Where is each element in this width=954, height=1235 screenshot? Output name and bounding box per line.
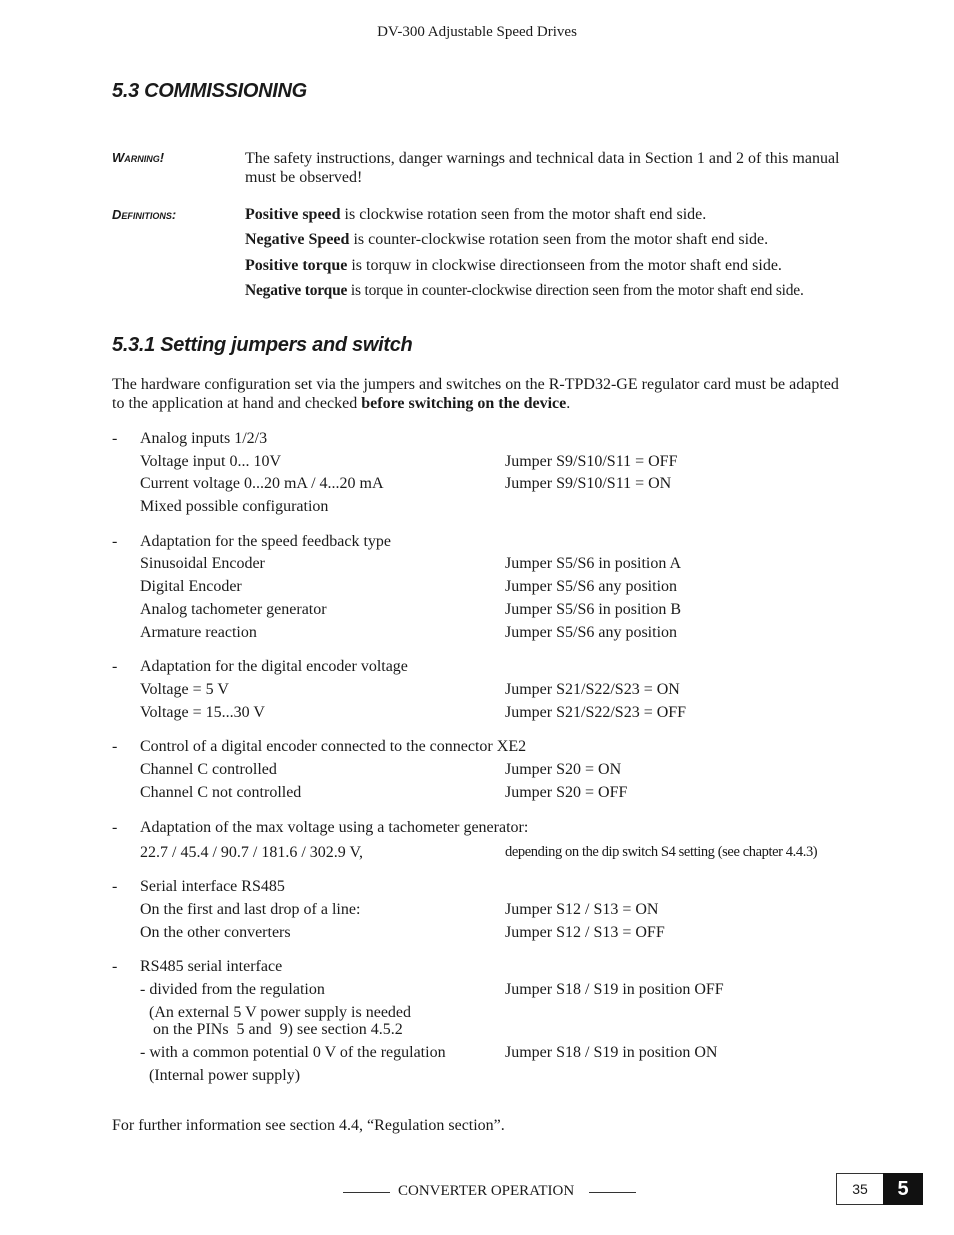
row-setting: Jumper S12 / S13 = OFF <box>505 924 665 941</box>
group-title-rs485: Serial interface RS485 <box>140 878 285 895</box>
group-title-xe2: Control of a digital encoder connected to the connector XE2 <box>140 738 527 755</box>
row-note: (Internal power supply) <box>149 1067 301 1084</box>
bullet-dash: - <box>112 533 118 550</box>
intro-line-2 <box>112 394 570 413</box>
definition-negative-speed <box>245 230 768 249</box>
row-setting: Jumper S12 / S13 = ON <box>505 901 659 918</box>
row-setting: Jumper S5/S6 any position <box>505 578 678 595</box>
row-setting: Jumper S5/S6 in position A <box>505 555 682 572</box>
definition-negative-torque <box>245 281 804 300</box>
definition-term: Negative Speed <box>245 231 350 248</box>
definitions-label: Definitions: <box>112 207 177 222</box>
row-label: 22.7 / 45.4 / 90.7 / 181.6 / 302.9 V, <box>140 844 363 861</box>
bullet-dash: - <box>112 430 118 447</box>
row-setting: Jumper S9/S10/S11 = ON <box>505 475 672 492</box>
running-header: DV-300 Adjustable Speed Drives <box>377 24 577 40</box>
row-setting: Jumper S21/S22/S23 = ON <box>505 681 680 698</box>
definition-text: is torque in counter-clockwise direction seen from the motor shaft end side. <box>347 282 804 299</box>
row-label: - with a common potential 0 V of the regulation <box>140 1044 446 1061</box>
footer-rule-left <box>343 1192 390 1193</box>
bullet-dash: - <box>112 958 118 975</box>
row-label: - divided from the regulation <box>140 981 325 998</box>
row-label: Armature reaction <box>140 624 257 641</box>
definition-term: Positive torque <box>245 257 348 274</box>
row-label: Mixed possible configuration <box>140 498 329 515</box>
row-label: Analog tachometer generator <box>140 601 327 618</box>
bullet-dash: - <box>112 658 118 675</box>
bullet-dash: - <box>112 819 118 836</box>
group-title-max-voltage: Adaptation of the max voltage using a tachometer generator: <box>140 819 529 836</box>
footer-rule-right <box>589 1192 636 1193</box>
warning-line-2: must be observed! <box>245 169 363 186</box>
bullet-dash: - <box>112 878 118 895</box>
definition-text: is counter-clockwise rotation seen from the motor shaft end side. <box>349 231 769 248</box>
group-title-feedback: Adaptation for the speed feedback type <box>140 533 392 550</box>
row-note: on the PINs 5 and 9) see section 4.5.2 <box>149 1021 403 1038</box>
intro-emphasis: before switching on the device <box>361 395 567 412</box>
page-number: 35 <box>852 1181 868 1197</box>
row-label: On the other converters <box>140 924 291 941</box>
footer-title: CONVERTER OPERATION <box>398 1183 575 1199</box>
row-label: Voltage = 15...30 V <box>140 704 265 721</box>
row-label: Digital Encoder <box>140 578 242 595</box>
group-title-analog: Analog inputs 1/2/3 <box>140 430 268 447</box>
definition-positive-speed <box>245 205 706 224</box>
row-label: Voltage = 5 V <box>140 681 229 698</box>
row-setting: depending on the dip switch S4 setting (see chapter 4.4.3) <box>505 844 818 860</box>
definition-positive-torque <box>245 256 782 275</box>
subsection-title: 5.3.1 Setting jumpers and switch <box>112 334 413 356</box>
row-label: Sinusoidal Encoder <box>140 555 265 572</box>
row-label: Channel C not controlled <box>140 784 302 801</box>
row-label: Channel C controlled <box>140 761 277 778</box>
row-setting: Jumper S20 = ON <box>505 761 622 778</box>
warning-line-1: The safety instructions, danger warnings and technical data in Section 1 and 2 of this manual <box>245 150 840 167</box>
intro-line-1: The hardware configuration set via the jumpers and switches on the R-TPD32-GE regulator card must be adapted <box>112 376 839 393</box>
bullet-dash: - <box>112 738 118 755</box>
row-label: On the first and last drop of a line: <box>140 901 361 918</box>
group-title-encoder-voltage: Adaptation for the digital encoder voltage <box>140 658 408 675</box>
intro-text: to the application at hand and checked <box>112 395 362 412</box>
row-setting: Jumper S20 = OFF <box>505 784 628 801</box>
warning-label: Warning! <box>112 150 165 165</box>
row-setting: Jumper S18 / S19 in position ON <box>505 1044 718 1061</box>
definition-text: is torquw in clockwise directionseen from the motor shaft end side. <box>347 257 782 274</box>
definition-term: Negative torque <box>245 282 348 299</box>
row-label: Voltage input 0... 10V <box>140 453 282 470</box>
row-setting: Jumper S5/S6 in position B <box>505 601 682 618</box>
chapter-tab: 5 <box>883 1173 923 1205</box>
definition-term: Positive speed <box>245 206 341 223</box>
row-setting: Jumper S21/S22/S23 = OFF <box>505 704 687 721</box>
row-label: Current voltage 0...20 mA / 4...20 mA <box>140 475 384 492</box>
row-setting: Jumper S9/S10/S11 = OFF <box>505 453 678 470</box>
row-setting: Jumper S18 / S19 in position OFF <box>505 981 724 998</box>
row-note: (An external 5 V power supply is needed <box>149 1004 412 1021</box>
section-title: 5.3 COMMISSIONING <box>112 80 307 102</box>
intro-period: . <box>566 395 571 412</box>
definition-text: is clockwise rotation seen from the motor shaft end side. <box>340 206 707 223</box>
row-setting: Jumper S5/S6 any position <box>505 624 678 641</box>
group-title-rs485-serial: RS485 serial interface <box>140 958 283 975</box>
further-info: For further information see section 4.4, “Regulation section”. <box>112 1117 505 1134</box>
